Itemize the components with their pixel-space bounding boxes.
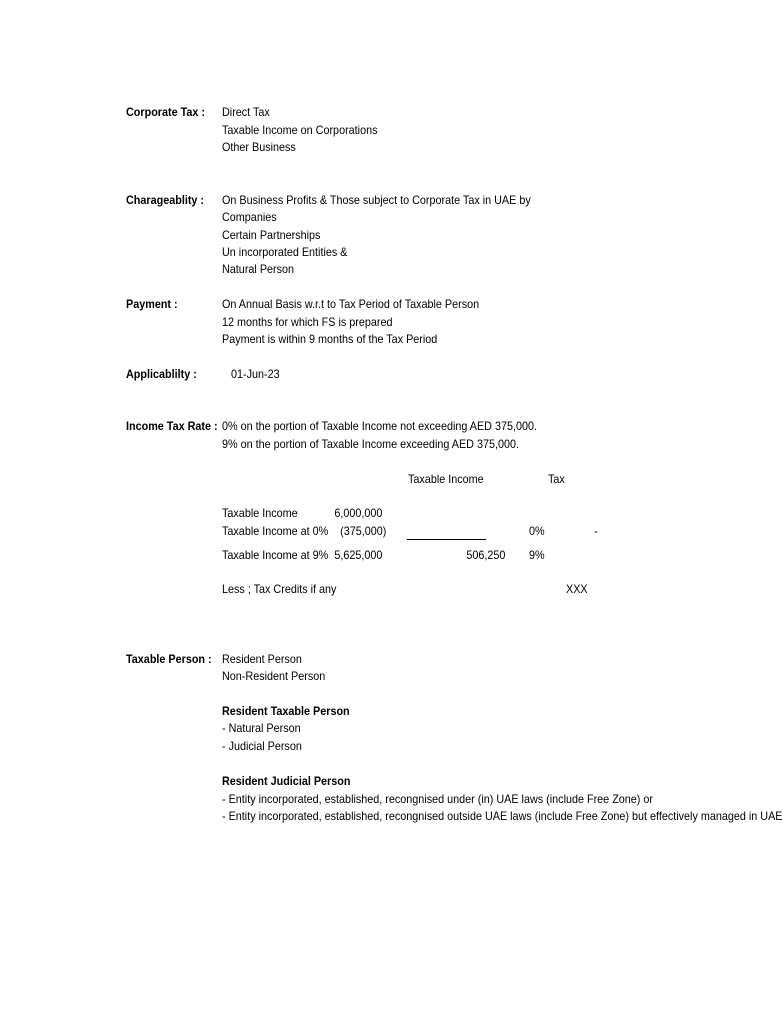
taxable-person-label: Taxable Person : <box>126 652 212 666</box>
list-item: - Natural Person <box>222 721 301 735</box>
row-tax: - <box>594 524 598 538</box>
applicability-label: Applicablilty : <box>126 367 197 381</box>
corporate-tax-line: Other Business <box>222 140 296 154</box>
resident-judicial-person-heading: Resident Judicial Person <box>222 774 351 788</box>
income-tax-rate-line: 9% on the portion of Taxable Income exceeding AED 375,000. <box>222 437 520 451</box>
income-tax-rate-label: Income Tax Rate : <box>126 419 218 433</box>
list-item: - Entity incorporated, established, recongnised outside UAE laws (include Free Zone) but effectively managed in UAE <box>222 809 783 823</box>
header-taxable-income: Taxable Income <box>408 472 484 486</box>
row-tax: 506,250 <box>465 548 505 562</box>
payment-line: On Annual Basis w.r.t to Tax Period of Taxable Person <box>222 297 480 311</box>
row-amount: 6,000,000 <box>333 506 382 520</box>
row-label: Taxable Income at 9% <box>222 548 329 562</box>
taxable-person-line: Non-Resident Person <box>222 669 326 683</box>
taxable-person-line: Resident Person <box>222 652 302 666</box>
row-label: Taxable Income <box>222 506 298 520</box>
payment-line: Payment is within 9 months of the Tax Period <box>222 332 438 346</box>
chargeability-line: Natural Person <box>222 262 295 276</box>
row-amount: 5,625,000 <box>333 548 382 562</box>
chargeability-line: Un incorporated Entities & <box>222 245 348 259</box>
payment-line: 12 months for which FS is prepared <box>222 315 393 329</box>
row-amount: (375,000) <box>339 524 386 538</box>
row-rate: 9% <box>529 548 545 562</box>
row-label: Less ; Tax Credits if any <box>222 582 337 596</box>
header-tax: Tax <box>548 472 565 486</box>
subtotal-underline <box>407 539 486 540</box>
corporate-tax-line: Direct Tax <box>222 105 270 119</box>
income-tax-rate-line: 0% on the portion of Taxable Income not exceeding AED 375,000. <box>222 419 538 433</box>
corporate-tax-label: Corporate Tax : <box>126 105 206 119</box>
row-rate: 0% <box>529 524 545 538</box>
corporate-tax-line: Taxable Income on Corporations <box>222 123 378 137</box>
list-item: - Entity incorporated, established, recongnised under (in) UAE laws (include Free Zone) or <box>222 792 654 806</box>
chargeability-label: Charageablity : <box>126 193 205 207</box>
list-item: - Judicial Person <box>222 739 302 753</box>
payment-label: Payment : <box>126 297 178 311</box>
chargeability-line: Companies <box>222 210 277 224</box>
chargeability-line: Certain Partnerships <box>222 228 321 242</box>
row-label: Taxable Income at 0% <box>222 524 329 538</box>
row-tax: XXX <box>566 582 588 596</box>
resident-taxable-person-heading: Resident Taxable Person <box>222 704 350 718</box>
applicability-date: 01-Jun-23 <box>231 367 280 381</box>
chargeability-line: On Business Profits & Those subject to Corporate Tax in UAE by <box>222 193 531 207</box>
